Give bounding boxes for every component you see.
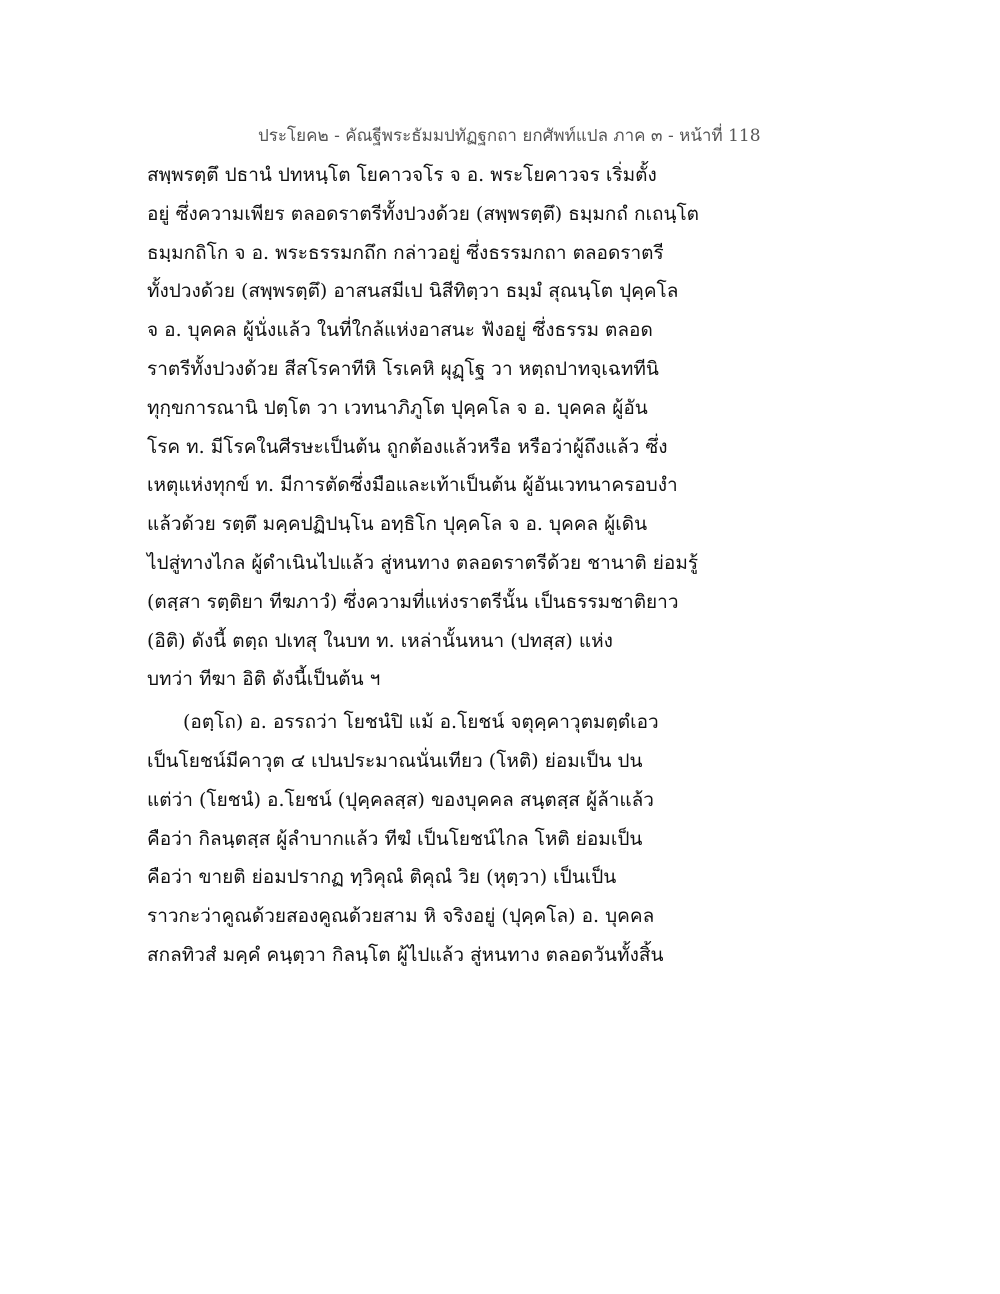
text-line: อยู่ ซึ่งความเพียร ตลอดราตรีทั้งปวงด้วย (สพฺพรตฺตึ) ธมฺมกถํ กเถนฺโต [147, 202, 699, 225]
text-line: ธมฺมกถิโก จ อ. พระธรรมกถึก กล่าวอยู่ ซึ่งธรรมกถา ตลอดราตรี [147, 241, 664, 264]
text-line: เหตุแห่งทุกข์ ท. มีการตัดซึ่งมือและเท้าเป็นต้น ผู้อันเวทนาครอบงำ [147, 474, 678, 497]
text-line: ไปสู่ทางไกล ผู้ดำเนินไปแล้ว สู่หนทาง ตลอดราตรีด้วย ชานาติ ย่อมรู้ [147, 551, 699, 574]
text-line: ทั้งปวงด้วย (สพฺพรตฺตึ) อาสนสมีเป นิสีทิตฺวา ธมฺมํ สุณนฺโต ปุคฺคโล [147, 280, 679, 303]
body-text [147, 156, 727, 975]
paragraph-1 [147, 156, 727, 699]
paragraph-2 [147, 703, 727, 975]
text-line: เป็นโยชน์มีคาวุต ๔ เปนประมาณนั่นเทียว (โหติ) ย่อมเป็น ปน [147, 749, 643, 772]
text-line: บทว่า ทีฆา อิติ ดังนี้เป็นต้น ฯ [147, 668, 381, 691]
text-line: ราวกะว่าคูณด้วยสองคูณด้วยสาม หิ จริงอยู่ (ปุคฺคโล) อ. บุคคล [147, 905, 655, 928]
text-line: ทุกฺขการณานิ ปตฺโต วา เวทนาภิภูโต ปุคฺคโล จ อ. บุคคล ผู้อัน [147, 396, 648, 419]
text-line: สกลทิวสํ มคฺคํ คนฺตฺวา กิลนฺโต ผู้ไปแล้ว สู่หนทาง ตลอดวันทั้งสิ้น [147, 943, 664, 966]
running-head: ประโยค๒ - คัณฐีพระธัมมปทัฏฐกถา ยกศัพท์แปล ภาค ๓ - หน้าที่ 118 [258, 126, 761, 146]
text-line: จ อ. บุคคล ผู้นั่งแล้ว ในที่ใกล้แห่งอาสนะ ฟังอยู่ ซึ่งธรรม ตลอด [147, 319, 653, 342]
text-line: คือว่า กิลนฺตสฺส ผู้ลำบากแล้ว ทีฆํ เป็นโยชน์ไกล โหติ ย่อมเป็น [147, 827, 643, 850]
text-line: (อตฺโถ) อ. อรรถว่า โยชนํปิ แม้ อ.โยชน์ จตุคฺคาวุตมตฺตํเอว [183, 711, 659, 734]
text-line: (ตสฺสา รตฺติยา ทีฆภาวํ) ซึ่งความที่แห่งราตรีนั้น เป็นธรรมชาติยาว [147, 590, 679, 613]
text-line: คือว่า ขายติ ย่อมปรากฏ ทฺวิคุณํ ติคุณํ วิย (หุตฺวา) เป็นเป็น [147, 866, 617, 889]
text-line: ราตรีทั้งปวงด้วย สีสโรคาทีหิ โรเคหิ ผุฏฺโฐ วา หตฺถปาทจฺเฉททีนิ [147, 357, 659, 380]
text-line: (อิติ) ดังนี้ ตตฺถ ปเทสุ ในบท ท. เหล่านั้นหนา (ปทสฺส) แห่ง [147, 629, 613, 652]
text-line: แต่ว่า (โยชนํ) อ.โยชน์ (ปุคฺคลสฺส) ของบุคคล สนฺตสฺส ผู้ล้าแล้ว [147, 788, 654, 811]
text-line: โรค ท. มีโรคในศีรษะเป็นต้น ถูกต้องแล้วหรือ หรือว่าผู้ถึงแล้ว ซึ่ง [147, 435, 668, 458]
text-line: แล้วด้วย รตฺตึ มคฺคปฏิปนฺโน อทฺธิโก ปุคฺคโล จ อ. บุคคล ผู้เดิน [147, 513, 648, 536]
text-line: สพฺพรตฺตึ ปธานํ ปทหนฺโต โยคาวจโร จ อ. พระโยคาวจร เริ่มตั้ง [147, 164, 657, 186]
